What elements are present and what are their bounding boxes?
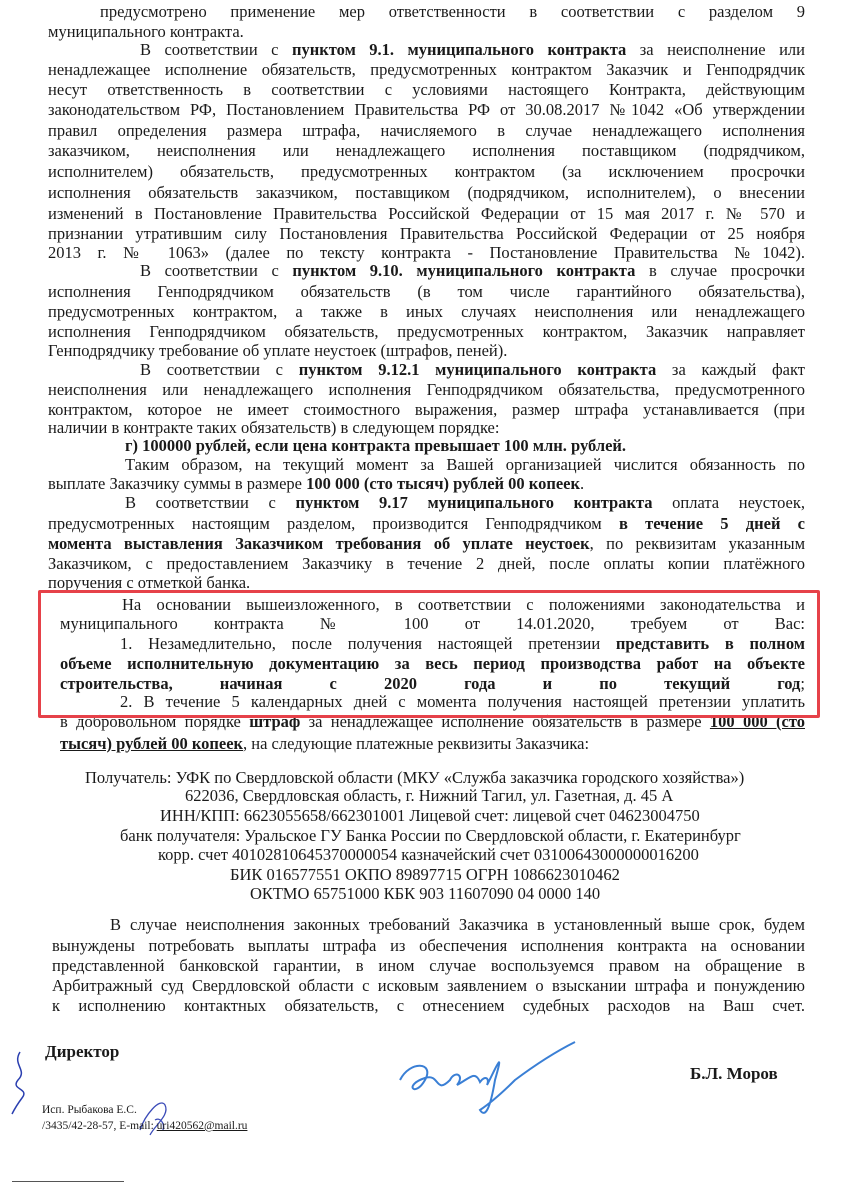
- text-segment: оплата неустоек,: [652, 493, 806, 512]
- text-line: [48, 141, 805, 161]
- bold-text: пунктом 9.17 муниципального контракта: [295, 493, 653, 512]
- highlight-box: [38, 590, 820, 718]
- text-line: [48, 80, 805, 100]
- text-segment: исполнения Генподрядчиком обязательств, предусмотренных контрактом, Заказчик направляет: [48, 322, 805, 341]
- text-segment: Заказчиком, с предоставлением Заказчику в течение 2 дней, после оплаты копии платёжного: [48, 554, 805, 573]
- text-segment: муниципального контракта № 100 от 14.01.2020, требуем от Вас:: [60, 614, 805, 633]
- text-line: [100, 2, 805, 22]
- text-line: [48, 121, 805, 141]
- text-line: [125, 493, 805, 513]
- text-line: [110, 915, 805, 935]
- text-line: [48, 22, 244, 42]
- text-line: [140, 40, 805, 60]
- bold-text: пунктом 9.1. муниципального контракта: [291, 40, 627, 59]
- executor-contacts: [42, 1120, 247, 1132]
- text-line: [60, 734, 589, 754]
- text-segment: корр. счет 40102810645370000054 казначейский счет 03100643000000016200: [158, 845, 699, 864]
- text-line: [48, 224, 805, 244]
- text-segment: ;: [800, 674, 805, 693]
- text-segment: банк получателя: Уральское ГУ Банка России по Свердловской области, г. Екатеринбург: [120, 826, 741, 845]
- text-segment: заказчиком, неисполнения или ненадлежащего исполнения поставщиком (подрядчиком,: [48, 141, 805, 160]
- text-line: [48, 60, 805, 80]
- text-line: [52, 996, 805, 1016]
- text-segment: предусмотренных контрактом, а также в иных случаях неисполнения или ненадлежащего: [48, 302, 805, 321]
- text-segment: правил определения размера штрафа, начисляемого в случае ненадлежащего исполнения: [48, 121, 805, 140]
- bold-text: объеме исполнительную документацию за весь период производства работ на объекте: [60, 654, 805, 673]
- text-line: [48, 341, 507, 361]
- text-segment: контрактом, которое не имеет стоимостного выражения, размер штрафа устанавливается (при: [48, 400, 805, 419]
- text-line: [48, 380, 805, 400]
- text-line: [120, 826, 741, 846]
- text-line: [158, 845, 699, 865]
- executor-email[interactable]: uri420562@mail.ru: [156, 1120, 248, 1132]
- text-line: [140, 261, 805, 281]
- text-segment: предусмотрено применение мер ответственности в соответствии с разделом 9: [100, 2, 805, 21]
- text-segment: исполнителем) обязательств, предусмотренных контрактом (за исключением просрочки: [48, 162, 805, 181]
- text-line: [48, 554, 805, 574]
- text-segment: ИНН/КПП: 6623055658/662301001 Лицевой счет: лицевой счет 04623004750: [160, 806, 700, 825]
- pen-mark: [8, 1050, 38, 1115]
- text-segment: муниципального контракта.: [48, 22, 244, 41]
- text-line: [85, 768, 744, 788]
- text-segment: 2. В течение 5 календарных дней с момента получения настоящей претензии уплатить: [120, 692, 805, 711]
- text-segment: наличии в контракте таких обязательств) в следующем порядке:: [48, 418, 500, 437]
- text-line: [185, 786, 673, 806]
- text-segment: 2013 г. № 1063» (далее по тексту контракта - Постановление Правительства №1042).: [48, 243, 805, 262]
- text-segment: Арбитражный суд Свердловской области с исковым заявлением о взыскании штрафа и понуждению: [52, 976, 805, 995]
- text-segment: В случае неисполнения законных требований Заказчика в установленный выше срок, будем: [110, 915, 805, 934]
- text-segment: ОКТМО 65751000 КБК 903 11607090 04 0000 140: [250, 884, 601, 903]
- text-segment: ненадлежащее исполнение обязательств, предусмотренных контрактом Заказчик и Генподрядчик: [48, 60, 805, 79]
- bold-text: 100 000 (сто тысяч) рублей 00 копеек: [306, 474, 580, 493]
- text-segment: , по реквизитам указанным: [589, 534, 806, 553]
- bold-text: пунктом 9.12.1 муниципального контракта: [298, 360, 657, 379]
- text-segment: неисполнения или ненадлежащего исполнения Генподрядчиком обязательства, предусмотренного: [48, 380, 805, 399]
- executor-phone: /3435/42-28-57, E-mail:: [42, 1120, 157, 1132]
- text-segment: В соответствии с: [140, 360, 299, 379]
- text-line: [48, 514, 805, 534]
- text-segment: в добровольном порядке: [60, 712, 250, 731]
- bold-text: г) 100000 рублей, если цена контракта превышает 100 млн. рублей.: [125, 436, 627, 455]
- text-line: [48, 204, 805, 224]
- text-line: [48, 322, 805, 342]
- text-line: [48, 100, 805, 120]
- text-segment: , на следующие платежные реквизиты Заказчика:: [243, 734, 590, 753]
- text-segment: В соответствии с: [140, 261, 293, 280]
- text-segment: в случае просрочки: [635, 261, 805, 280]
- bold-text: штраф: [249, 712, 301, 731]
- text-segment: На основании вышеизложенного, в соответствии с положениями законодательства и: [122, 595, 805, 614]
- text-segment: В соответствии с: [140, 40, 292, 59]
- text-line: [48, 418, 499, 438]
- text-segment: Получатель: УФК по Свердловской области (МКУ «Служба заказчика городского хозяйства»): [85, 768, 745, 787]
- text-segment: Таким образом, на текущий момент за Вашей организацией числится обязанность по: [125, 455, 805, 474]
- initials-mark: [135, 1095, 175, 1140]
- text-segment: признании утратившим силу Постановления Правительства Российской Федерации от 25 ноября: [48, 224, 805, 243]
- signer-position: Директор: [45, 1042, 120, 1061]
- text-segment: Генподрядчику требование об уплате неустоек (штрафов, пеней).: [48, 341, 508, 360]
- text-line: [48, 534, 805, 554]
- bold-text: пунктом 9.10. муниципального контракта: [292, 261, 636, 280]
- text-segment: исполнения Генподрядчиком обязательств (в том числе гарантийного обязательства),: [48, 282, 805, 301]
- text-line: [48, 243, 805, 263]
- text-segment: 1. Незамедлительно, после получения настоящей претензии: [120, 634, 616, 653]
- executor-name: Исп. Рыбакова Е.С.: [42, 1104, 137, 1116]
- text-segment: за каждый факт: [656, 360, 806, 379]
- bold-text: 100 000 (сто: [709, 712, 805, 731]
- bold-text: строительства, начиная с 2020 года и по текущий год: [60, 674, 801, 693]
- text-line: [48, 400, 805, 420]
- text-segment: представленной банковской гарантии, в ином случае воспользуемся правом на обращение в: [52, 956, 805, 975]
- text-line: [52, 976, 805, 996]
- text-line: [48, 302, 805, 322]
- handwritten-signature: [395, 1040, 595, 1120]
- text-segment: В соответствии с: [125, 493, 296, 512]
- text-line: [52, 936, 805, 956]
- text-segment: законодательством РФ, Постановлением Правительства РФ от 30.08.2017 №1042 «Об утверждении: [48, 100, 805, 119]
- text-line: [160, 806, 700, 826]
- text-line: [125, 455, 805, 475]
- bold-text: в течение 5 дней с: [618, 514, 805, 533]
- text-line: [140, 360, 805, 380]
- text-segment: за ненадлежащее исполнение обязательств в размере: [300, 712, 710, 731]
- text-line: [230, 865, 620, 885]
- bold-text: тысяч) рублей 00 копеек: [60, 734, 244, 753]
- text-segment: предусмотренных настоящим разделом, производится Генподрядчиком: [48, 514, 619, 533]
- text-segment: поручения с отметкой банка.: [48, 573, 251, 592]
- bold-text: представить в полном: [615, 634, 805, 653]
- text-segment: .: [580, 474, 585, 493]
- footer-divider: [12, 1181, 124, 1182]
- text-line: [48, 162, 805, 182]
- text-segment: к исполнению контактных обязательств, с отнесением судебных расходов на Ваш счет.: [52, 996, 805, 1015]
- bold-text: момента выставления Заказчиком требования об уплате неустоек: [48, 534, 590, 553]
- text-segment: БИК 016577551 ОКПО 89897715 ОГРН 1086623010462: [230, 865, 620, 884]
- text-line: [125, 436, 626, 456]
- text-line: [48, 282, 805, 302]
- text-segment: выплате Заказчику суммы в размере: [48, 474, 307, 493]
- text-segment: несут ответственность в соответствии с условиями настоящего Контракта, действующим: [48, 80, 805, 99]
- text-line: [48, 183, 805, 203]
- text-line: [52, 956, 805, 976]
- text-segment: исполнения обязательств заказчиком, поставщиком (подрядчиком, исполнителем), о внесении: [48, 183, 805, 202]
- text-line: [250, 884, 600, 904]
- text-segment: 622036, Свердловская область, г. Нижний Тагил, ул. Газетная, д. 45 А: [185, 786, 674, 805]
- text-segment: изменений в Постановление Правительства Российской Федерации от 15 мая 2017 г. № 570 и: [48, 204, 805, 223]
- signer-name: Б.Л. Моров: [690, 1064, 778, 1083]
- text-line: [48, 474, 584, 494]
- text-segment: вынуждены потребовать выплаты штрафа из обеспечения исполнения контракта на основании: [52, 936, 805, 955]
- text-segment: за неисполнение или: [626, 40, 806, 59]
